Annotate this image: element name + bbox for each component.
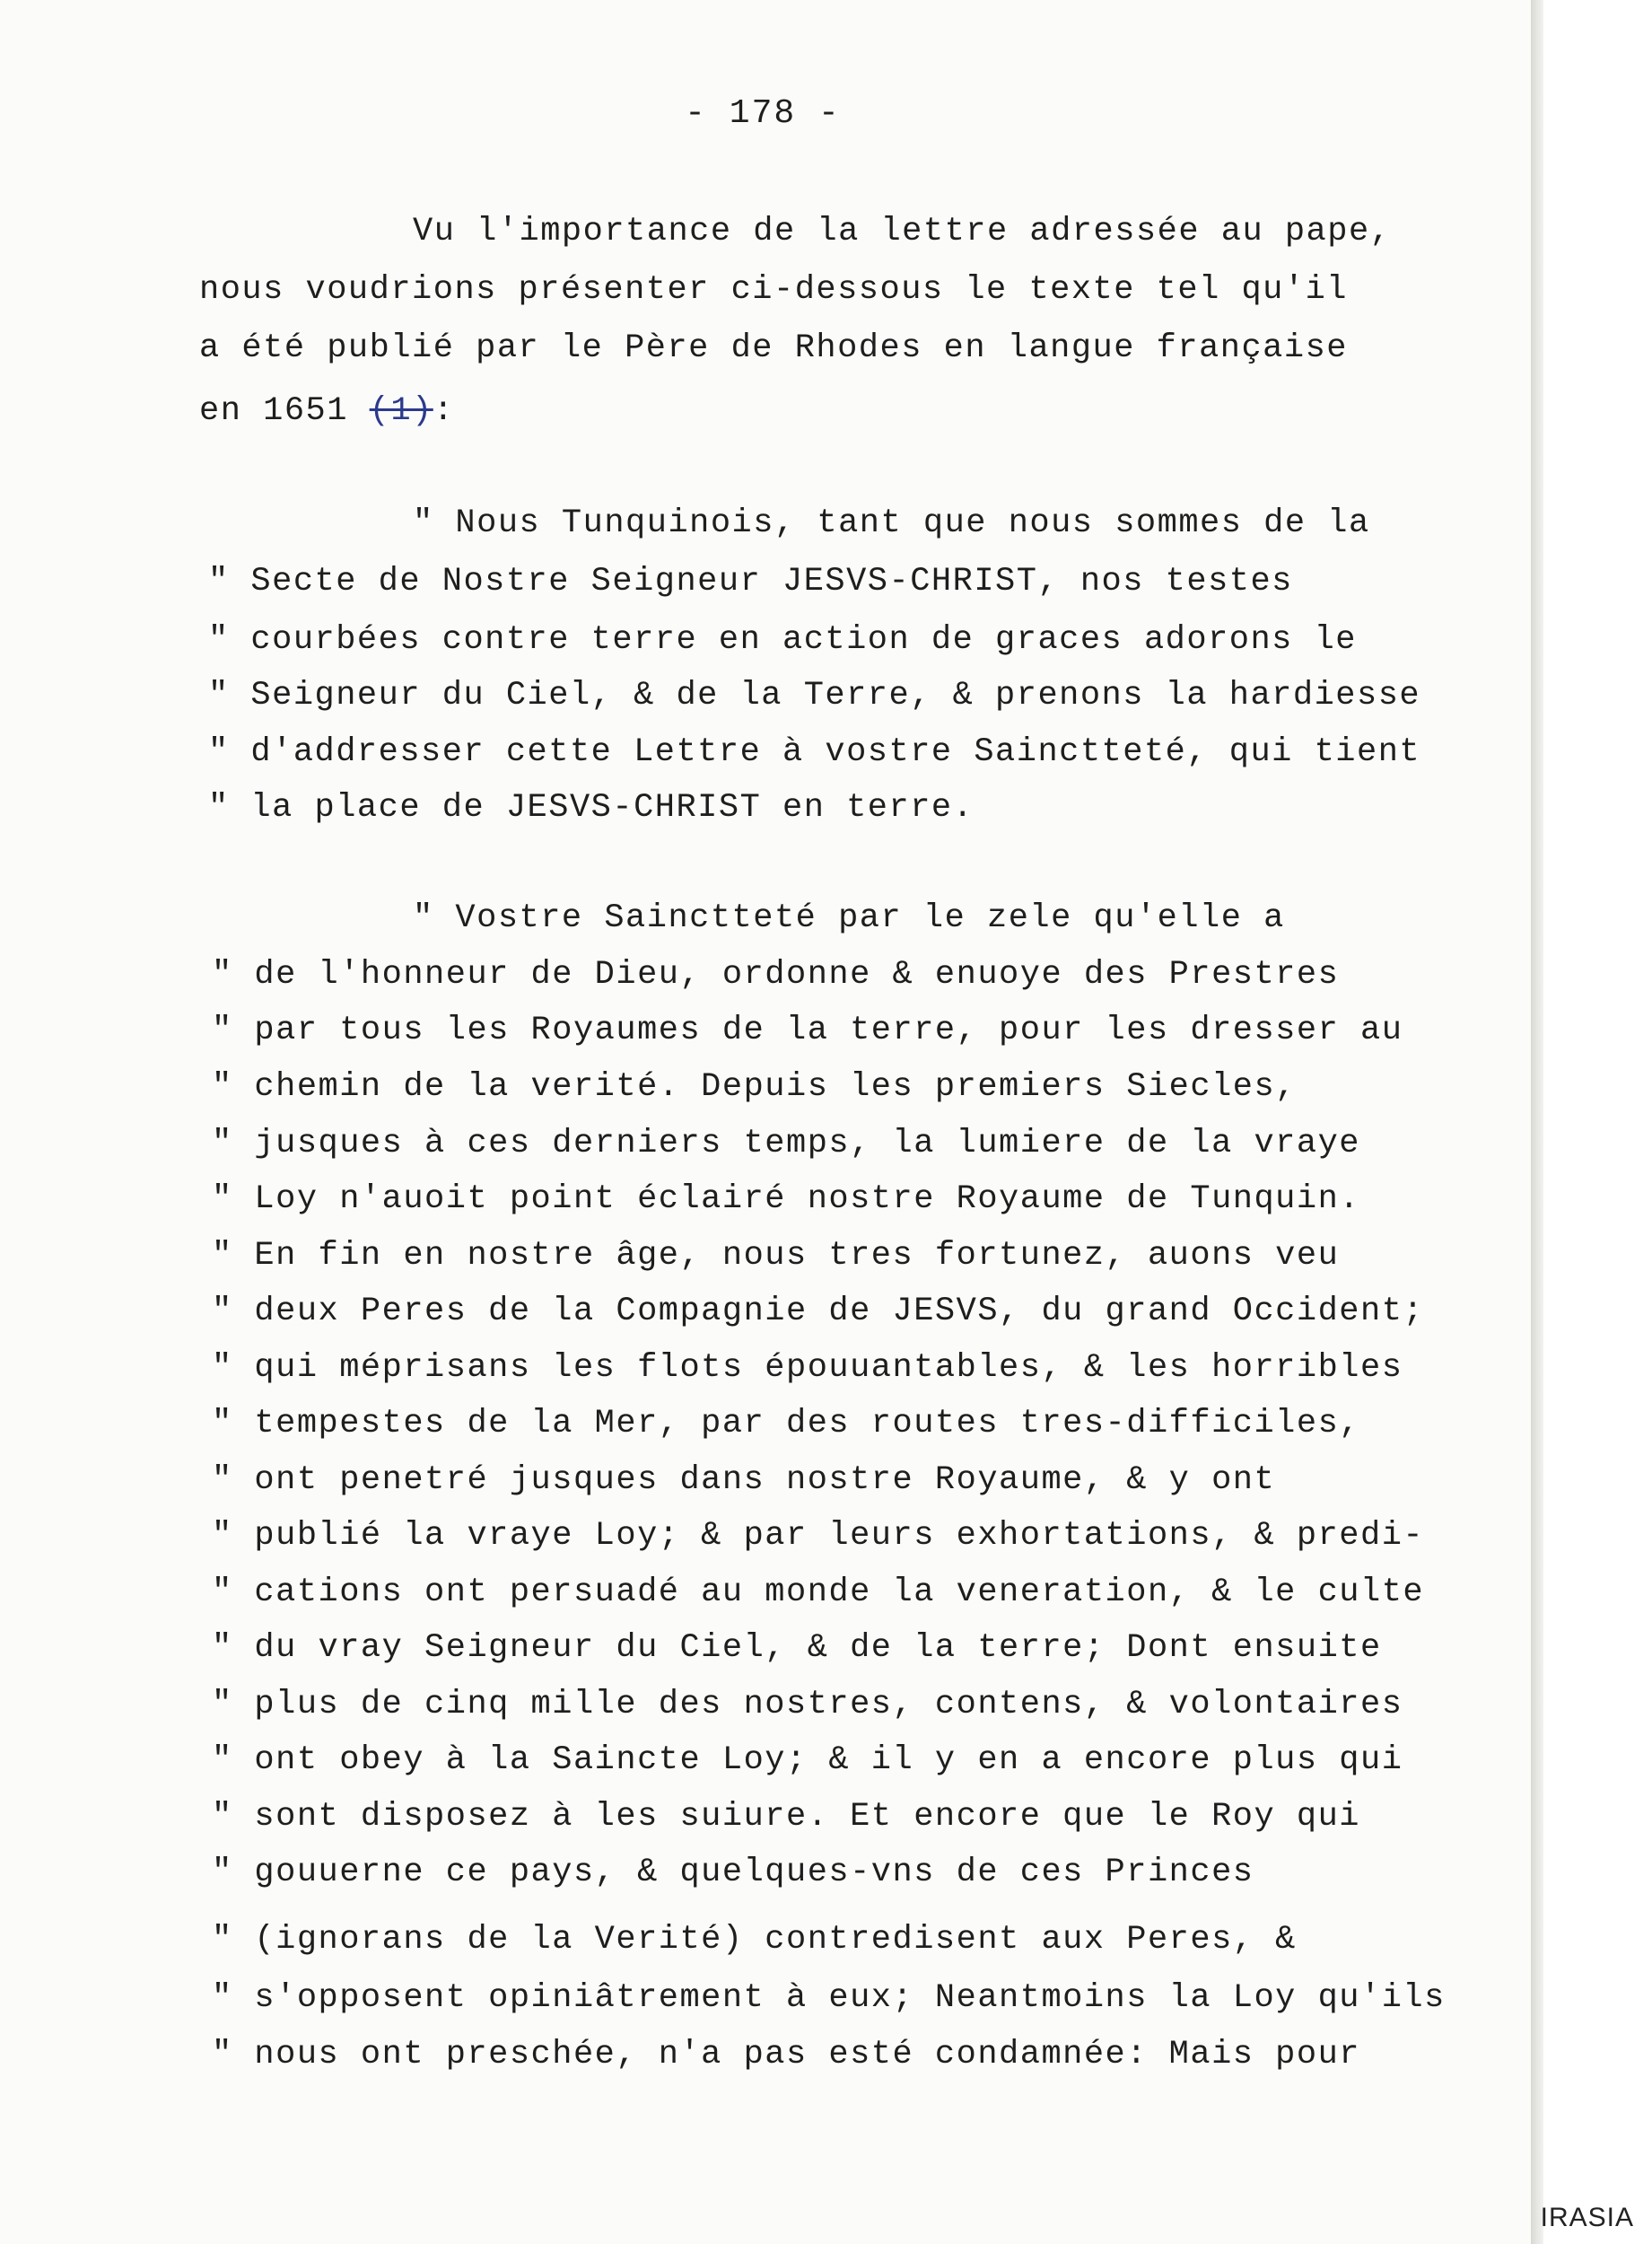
p1-line-2: " Secte de Nostre Seigneur JESVS-CHRIST, nos testes — [208, 563, 1293, 600]
p2-line-2: " de l'honneur de Dieu, ordonne & enuoye des Prestres — [212, 956, 1340, 994]
p1-line-1: " Nous Tunquinois, tant que nous sommes de la — [413, 504, 1370, 542]
p2-line-19: " (ignorans de la Verité) contredisent aux Peres, & — [212, 1921, 1297, 1959]
p2-line-7: " En fin en nostre âge, nous tres fortunez, auons veu — [212, 1237, 1340, 1275]
intro-line-4-text: en 1651 — [199, 392, 370, 430]
intro-line-3: a été publié par le Père de Rhodes en langue française — [199, 329, 1348, 367]
intro-line-2: nous voudrions présenter ci-dessous le texte tel qu'il — [199, 271, 1348, 309]
p1-line-4: " Seigneur du Ciel, & de la Terre, & prenons la hardiesse — [208, 677, 1421, 714]
p2-line-14: " du vray Seigneur du Ciel, & de la terre; Dont ensuite — [212, 1629, 1382, 1667]
p2-line-12: " publié la vraye Loy; & par leurs exhortations, & predi- — [212, 1517, 1425, 1555]
intro-line-1: Vu l'importance de la lettre adressée au pape, — [413, 213, 1392, 250]
p2-line-4: " chemin de la verité. Depuis les premiers Siecles, — [212, 1068, 1297, 1106]
p2-line-10: " tempestes de la Mer, par des routes tres-difficiles, — [212, 1405, 1360, 1442]
intro-line-4 — [199, 392, 455, 430]
p2-line-21: " nous ont preschée, n'a pas esté condamnée: Mais pour — [212, 2036, 1360, 2073]
page-edge-shadow — [1531, 0, 1543, 2244]
p2-line-3: " par tous les Royaumes de la terre, pour les dresser au — [212, 1012, 1403, 1049]
p2-line-13: " cations ont persuadé au monde la veneration, & le culte — [212, 1573, 1425, 1611]
p1-line-3: " courbées contre terre en action de graces adorons le — [208, 621, 1357, 659]
intro-line-4-end: : — [433, 392, 455, 430]
p1-line-5: " d'addresser cette Lettre à vostre Sainctteté, qui tient — [208, 733, 1421, 771]
p2-line-8: " deux Peres de la Compagnie de JESVS, du grand Occident; — [212, 1293, 1425, 1330]
watermark: IRASIA — [1540, 2203, 1634, 2232]
footnote-reference: (1) — [369, 392, 433, 430]
p2-line-18: " gouuerne ce pays, & quelques-vns de ces Princes — [212, 1854, 1254, 1891]
p2-line-5: " jusques à ces derniers temps, la lumiere de la vraye — [212, 1125, 1360, 1162]
page-number: - 178 - — [685, 94, 841, 133]
p2-line-6: " Loy n'auoit point éclairé nostre Royaume de Tunquin. — [212, 1180, 1360, 1218]
p1-line-6: " la place de JESVS-CHRIST en terre. — [208, 789, 975, 827]
p2-line-11: " ont penetré jusques dans nostre Royaume, & y ont — [212, 1461, 1276, 1499]
p2-line-1: " Vostre Sainctteté par le zele qu'elle a — [413, 899, 1285, 937]
p2-line-9: " qui méprisans les flots épouuantables, & les horribles — [212, 1349, 1403, 1387]
p2-line-20: " s'opposent opiniâtrement à eux; Neantmoins la Loy qu'ils — [212, 1979, 1446, 2017]
p2-line-16: " ont obey à la Saincte Loy; & il y en a encore plus qui — [212, 1741, 1403, 1779]
p2-line-17: " sont disposez à les suiure. Et encore que le Roy qui — [212, 1798, 1360, 1836]
p2-line-15: " plus de cinq mille des nostres, contens, & volontaires — [212, 1686, 1403, 1723]
